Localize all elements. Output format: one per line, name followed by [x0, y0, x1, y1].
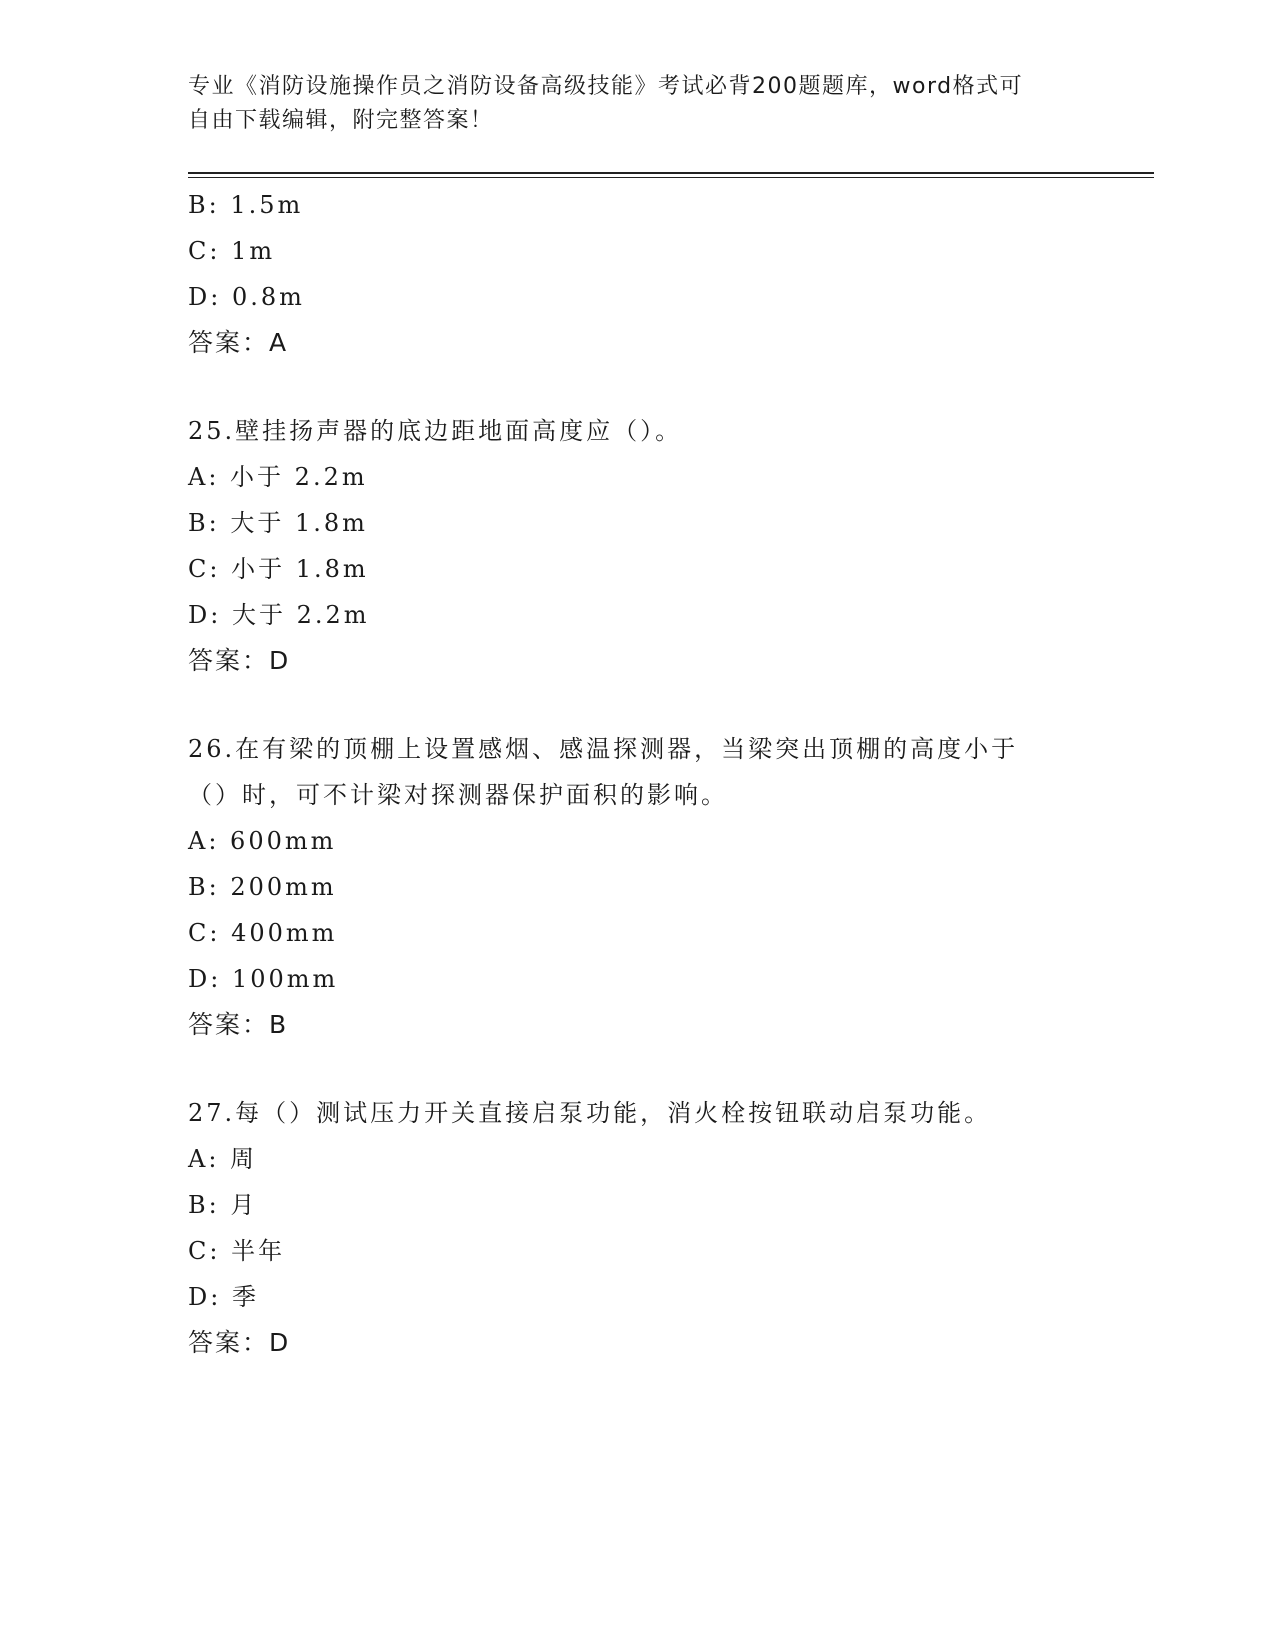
question-text-line-2: （）时，可不计梁对探测器保护面积的影响。 — [188, 781, 728, 809]
question-text: 27.每（）测试压力开关直接启泵功能，消火栓按钮联动启泵功能。 — [188, 1099, 992, 1127]
option-c: C: 400mm — [188, 919, 338, 947]
option-d: D: 100mm — [188, 965, 339, 993]
option-c: C: 1m — [188, 237, 276, 265]
question-26 — [188, 726, 1154, 1048]
option-b: B: 月 — [188, 1191, 258, 1219]
option-c: C: 半年 — [188, 1237, 286, 1265]
answer-label: 答案：D — [188, 1328, 291, 1357]
document-page — [188, 70, 1154, 1366]
question-25 — [188, 408, 1154, 684]
option-b: B: 1.5m — [188, 191, 304, 219]
option-a: A: 小于 2.2m — [188, 463, 368, 491]
option-d: D: 大于 2.2m — [188, 601, 370, 629]
header-line-1: 专业《消防设施操作员之消防设备高级技能》考试必背200题题库，word格式可 — [188, 74, 1024, 99]
question-text-line-1: 26.在有梁的顶棚上设置感烟、感温探测器，当梁突出顶棚的高度小于 — [188, 735, 1019, 763]
option-b: B: 200mm — [188, 873, 337, 901]
answer-label: 答案：A — [188, 328, 289, 357]
option-a: A: 周 — [188, 1145, 258, 1173]
answer-label: 答案：B — [188, 1010, 289, 1039]
question-text: 25.壁挂扬声器的底边距地面高度应（）。 — [188, 417, 683, 445]
question-24-continued — [188, 182, 1154, 366]
question-27 — [188, 1090, 1154, 1366]
header-line-2: 自由下载编辑，附完整答案！ — [188, 108, 494, 133]
document-header — [188, 70, 1068, 138]
option-b: B: 大于 1.8m — [188, 509, 368, 537]
header-divider — [188, 172, 1154, 178]
option-a: A: 600mm — [188, 827, 337, 855]
option-d: D: 季 — [188, 1283, 259, 1311]
answer-label: 答案：D — [188, 646, 291, 675]
option-d: D: 0.8m — [188, 283, 305, 311]
option-c: C: 小于 1.8m — [188, 555, 369, 583]
